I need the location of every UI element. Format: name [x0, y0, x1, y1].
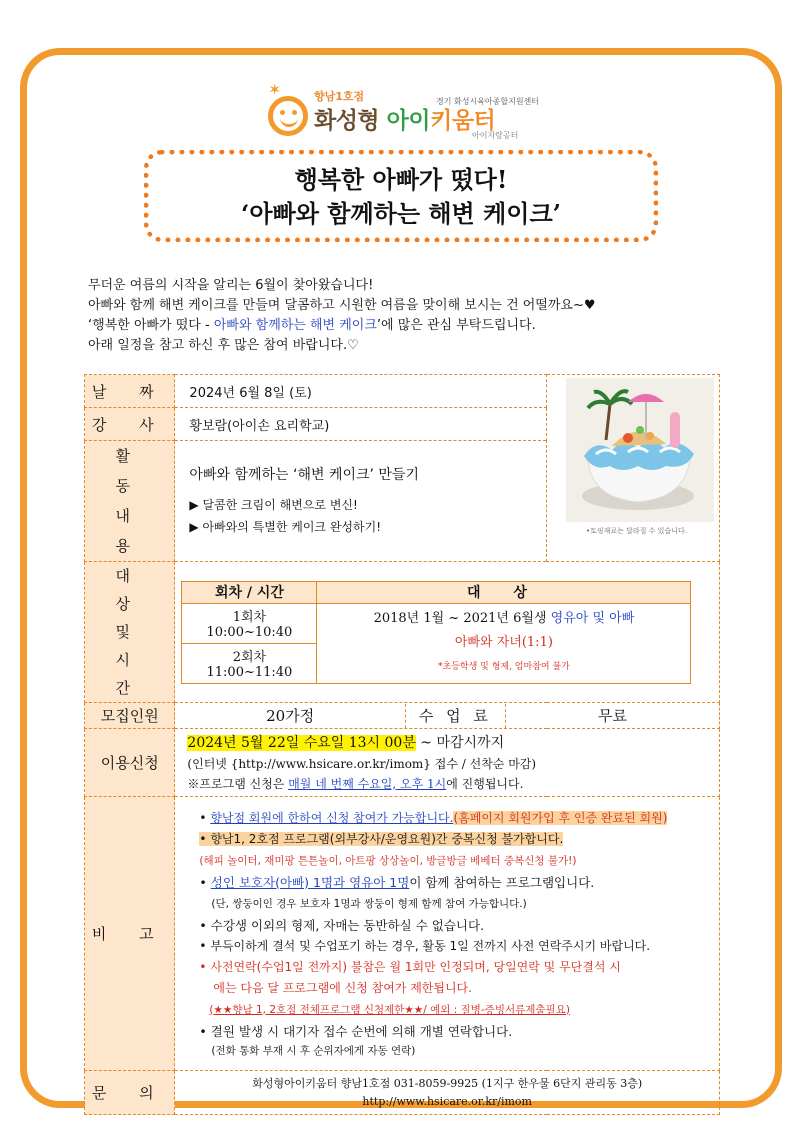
cake-photo: [566, 378, 714, 522]
remark-1b: (홈페이지 회원가입 후 인증 완료된 회원): [453, 810, 668, 825]
intro-line-3c: ’에 많은 관심 부탁드립니다.: [376, 318, 536, 333]
remark-7: • 부득이하게 결석 및 수업포기 하는 경우, 활동 1일 전까지 사전 연락주시기 바랍니다.: [199, 938, 651, 953]
value-fee: 무료: [597, 707, 627, 725]
title-box: [144, 150, 658, 242]
org-logo-text: 경기 화성시육아종합지원센터: [436, 97, 540, 106]
apply-line-3c: 에 진행됩니다.: [446, 776, 524, 791]
schedule-col-target: [317, 581, 691, 603]
value-inquiry: [175, 1071, 720, 1115]
star-icon: ✶: [268, 80, 282, 99]
activity-bullet-2: ▶ 아빠와의 특별한 케이크 완성하기!: [189, 520, 382, 534]
intro-text: [88, 276, 596, 356]
remark-4: [199, 872, 719, 893]
session-1-time: 10:00~10:40: [206, 625, 293, 640]
apply-highlight: 2024년 5월 22일 수요일 13시 00분: [187, 734, 416, 751]
intro-line-3: [88, 316, 596, 336]
label-teacher: [85, 408, 175, 441]
label-remarks-text: 비 고: [91, 925, 168, 943]
intro-line-3a: ‘행복한 아빠가 떴다 -: [88, 318, 214, 333]
session-2-time: 11:00~11:40: [206, 665, 293, 680]
target-desc: [317, 603, 691, 683]
value-date: 2024년 6월 8일 (토): [175, 375, 547, 408]
intro-line-4: 아래 일정을 참고 하신 후 많은 참여 바랍니다.♡: [88, 338, 359, 353]
label-fee: 수 업 료: [405, 704, 505, 728]
title-line-2: ‘아빠와 함께하는 해변 케이크’: [241, 199, 561, 228]
schedule-cell: [175, 562, 720, 703]
inquiry-url[interactable]: http://www.hsicare.or.kr/imom: [362, 1094, 532, 1108]
target-line-1: [317, 607, 690, 631]
value-activity: [175, 441, 547, 562]
row-target: [85, 562, 720, 703]
remark-10: (★★향남 1, 2호점 전체프로그램 신청제한★★/ 예외 : 질병-증빙서류제출필요): [209, 1003, 570, 1016]
label-date: [85, 375, 175, 408]
row-remarks: [85, 797, 720, 1071]
remark-4b: 이 함께 참여하는 프로그램입니다.: [409, 874, 595, 890]
remark-5: (단, 쌍둥이인 경우 보호자 1명과 쌍둥이 형제 함께 참여 가능합니다.): [211, 897, 527, 910]
label-teacher-text: 강 사: [91, 415, 168, 434]
apply-line-3: [187, 774, 719, 794]
smiley-face-icon: [268, 96, 308, 136]
remark-1: [199, 808, 719, 829]
remark-1a: 향남점 회원에 한하여 신청 참여가 가능합니다.: [210, 810, 454, 825]
apply-period: [187, 732, 719, 754]
label-remarks: [85, 797, 175, 1071]
remark-1-bullet: •: [199, 810, 211, 825]
activity-title: 아빠와 함께하는 ‘해변 케이크’ 만들기: [189, 467, 419, 483]
schedule-table: [181, 581, 691, 684]
remark-3: (해피 놀이터, 재미팡 튼튼놀이, 아트팡 상상놀이, 방글방글 베베터 중복신청 불가!): [199, 854, 577, 867]
session-1: [182, 603, 317, 643]
label-capacity: 모집인원: [85, 703, 175, 729]
remark-2-text: • 향남1, 2호점 프로그램(외부강사/운영요원)간 중복신청 불가합니다.: [199, 831, 564, 846]
apply-line-2: (인터넷 {http://www.hsicare.or.kr/imom} 접수 / 선착순 마감): [187, 756, 537, 771]
remark-8: • 사전연락(수업1일 전까지) 불참은 월 1회만 인정되며, 당일연락 및 무단결석 시: [199, 959, 621, 974]
target-who: 영유아 및 아빠: [550, 611, 635, 626]
intro-line-1: 무더운 여름의 시작을 알리는 6월이 찾아왔습니다!: [88, 278, 374, 293]
row-inquiry: [85, 1071, 720, 1115]
logo-name-part2: 아이: [386, 108, 431, 134]
capacity-fee-cell: [175, 703, 720, 729]
target-ratio: 아빠와 자녀(1:1): [454, 635, 553, 650]
logo-name-part3: 키움터: [430, 108, 496, 134]
inquiry-line-1: 화성형아이키움터 향남1호점 031-8059-9925 (1지구 한우물 6단지 관리동 3층): [252, 1076, 643, 1090]
remark-9: 에는 다음 달 프로그램에 신청 참여가 제한됩니다.: [213, 980, 472, 995]
row-apply: [85, 729, 720, 797]
value-remarks: [175, 797, 720, 1071]
logo-tagline: 아이자람공터: [472, 131, 519, 140]
label-apply: 이용신청: [85, 729, 175, 797]
label-target-text: 대 상 및 시 간: [115, 567, 144, 697]
logo: [268, 80, 548, 142]
value-capacity: 20가정: [266, 707, 315, 725]
schedule-col-target-text: 대 상: [466, 585, 541, 601]
label-inquiry-text: 문 의: [91, 1084, 168, 1102]
session-2: [182, 643, 317, 683]
schedule-col-session: 회차 / 시간: [182, 581, 317, 603]
target-range: 2018년 1월 ~ 2021년 6월생: [373, 611, 551, 626]
title-line-1: 행복한 아빠가 떴다!: [294, 165, 508, 194]
label-inquiry: [85, 1071, 175, 1115]
photo-note: •토핑재료는 달라질 수 있습니다.: [586, 527, 687, 535]
label-target: [85, 562, 175, 703]
apply-line-3b: 매월 네 번째 수요일, 오후 1시: [288, 776, 447, 791]
remark-12: (전화 통화 부재 시 후 순위자에게 자동 연락): [211, 1044, 416, 1057]
beach-cake-illustration: [566, 378, 714, 522]
label-activity: [85, 441, 175, 562]
label-date-text: 날 짜: [91, 382, 168, 401]
remark-2: [199, 829, 719, 850]
value-teacher: 황보람(아이손 요리학교): [175, 408, 547, 441]
activity-bullet-1: ▶ 달콤한 크림이 해변으로 변신!: [189, 498, 358, 512]
remark-11: • 결원 발생 시 대기자 접수 순번에 의해 개별 연락합니다.: [199, 1023, 513, 1039]
apply-line-3a: ※프로그램 신청은: [187, 776, 289, 791]
session-1-name: 1회차: [232, 610, 267, 625]
intro-line-2: 아빠와 함께 해변 케이크를 만들며 달콤하고 시원한 여름을 맞이해 보시는 건 어떨까요~♥: [88, 298, 596, 313]
label-activity-text: 활 동 내 용: [115, 447, 144, 555]
intro-line-3b: 아빠와 함께하는 해변 케이크: [213, 318, 377, 333]
session-2-name: 2회차: [232, 650, 267, 665]
row-capacity: [85, 703, 720, 729]
remark-4-bullet: •: [199, 874, 211, 890]
remark-4a: 성인 보호자(아빠) 1명과 영유아 1명: [210, 874, 410, 890]
value-apply: [175, 729, 720, 797]
logo-name-part1: 화성형: [314, 108, 387, 134]
target-note: *초등학생 및 형제, 엄마참여 불가: [438, 662, 570, 672]
logo-branch: 향남1호점: [314, 90, 365, 103]
apply-rest: ~ 마감시까지: [415, 734, 505, 751]
remark-6: • 수강생 이외의 형제, 자매는 동반하실 수 없습니다.: [199, 917, 485, 933]
